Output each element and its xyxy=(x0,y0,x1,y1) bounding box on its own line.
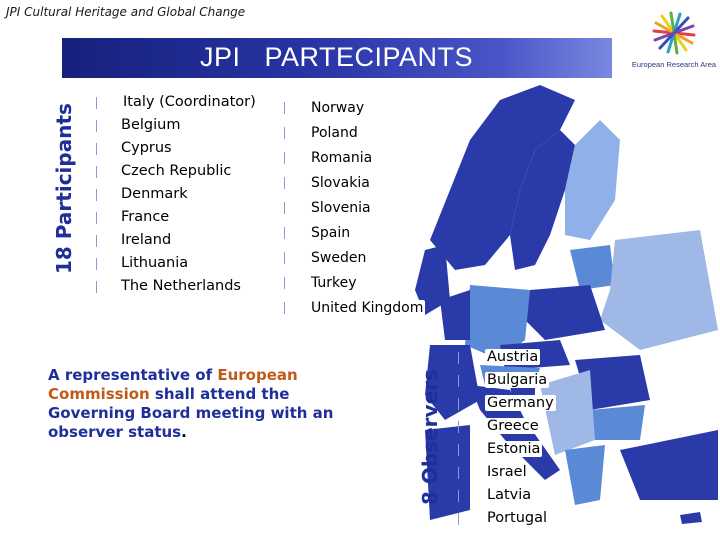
list-item xyxy=(284,121,425,146)
list-item xyxy=(284,171,425,196)
participant-name: United Kingdom xyxy=(311,300,424,316)
list-item xyxy=(458,346,556,369)
list-item xyxy=(458,461,556,484)
statement-end: . xyxy=(181,423,187,441)
list-item xyxy=(458,507,556,530)
participant-name: Cyprus xyxy=(121,140,172,156)
observer-name: Latvia xyxy=(487,487,532,503)
list-item xyxy=(458,415,556,438)
list-item xyxy=(284,196,425,221)
participant-name: Sweden xyxy=(311,250,367,266)
participants-left-list xyxy=(96,91,258,298)
participants-label: 18 Participants xyxy=(52,103,76,274)
list-item xyxy=(96,160,258,183)
participant-name: Poland xyxy=(311,125,358,141)
statement-accent-european: European xyxy=(217,366,298,384)
list-item xyxy=(96,91,258,114)
list-item xyxy=(284,96,425,121)
list-item xyxy=(96,229,258,252)
participant-name: Italy (Coordinator) xyxy=(123,94,256,110)
page-title: JPI PARTECIPANTS xyxy=(200,42,474,72)
participant-name: Spain xyxy=(311,225,351,241)
logo-caption: European Research Area xyxy=(631,60,717,69)
statement-part1: A representative of xyxy=(48,366,218,384)
participant-name: Belgium xyxy=(121,117,181,133)
observer-name: Portugal xyxy=(487,510,548,526)
observer-name: Germany xyxy=(487,395,554,411)
map-region-finland xyxy=(565,120,620,240)
map-region-turkey xyxy=(620,430,718,500)
list-item xyxy=(96,137,258,160)
participant-name: Romania xyxy=(311,150,373,166)
observer-name: Estonia xyxy=(487,441,541,457)
participant-name: Ireland xyxy=(121,232,172,248)
participant-name: Norway xyxy=(311,100,365,116)
observer-name: Bulgaria xyxy=(487,372,548,388)
participant-name: Denmark xyxy=(121,186,188,202)
participant-name: Czech Republic xyxy=(121,163,232,179)
map-region-cyprus xyxy=(680,512,702,524)
list-item xyxy=(284,271,425,296)
observer-name: Greece xyxy=(487,418,539,434)
list-item xyxy=(458,484,556,507)
observer-name: Israel xyxy=(487,464,527,480)
list-item xyxy=(284,296,425,321)
statement-part2: shall attend the Governing Board meeting with an observer status xyxy=(48,385,334,441)
list-item xyxy=(458,369,556,392)
ec-observer-statement xyxy=(48,366,378,442)
observers-label: 8 Observers xyxy=(418,369,442,505)
list-item xyxy=(96,275,258,298)
map-region-bulgaria xyxy=(590,405,645,440)
participant-name: Lithuania xyxy=(121,255,189,271)
header-note: JPI Cultural Heritage and Global Change xyxy=(6,5,246,19)
list-item xyxy=(458,392,556,415)
participants-right-list xyxy=(284,96,425,321)
list-item xyxy=(458,438,556,461)
participant-name: Turkey xyxy=(311,275,357,291)
participant-name: Slovenia xyxy=(311,200,371,216)
map-region-east xyxy=(600,230,718,350)
observers-list xyxy=(458,346,556,530)
list-item xyxy=(284,221,425,246)
participant-name: Slovakia xyxy=(311,175,370,191)
map-region-greece xyxy=(565,445,605,505)
era-starburst-icon xyxy=(630,6,718,60)
map-region-poland xyxy=(525,285,605,340)
era-logo xyxy=(630,6,718,76)
map-region-baltics xyxy=(570,245,615,290)
list-item xyxy=(284,146,425,171)
list-item xyxy=(96,206,258,229)
participant-name: France xyxy=(121,209,170,225)
statement-accent-commission: Commission xyxy=(48,385,150,403)
participant-name: The Netherlands xyxy=(121,278,241,294)
list-item xyxy=(96,183,258,206)
observer-name: Austria xyxy=(487,349,539,365)
list-item xyxy=(96,252,258,275)
list-item xyxy=(96,114,258,137)
list-item xyxy=(284,246,425,271)
